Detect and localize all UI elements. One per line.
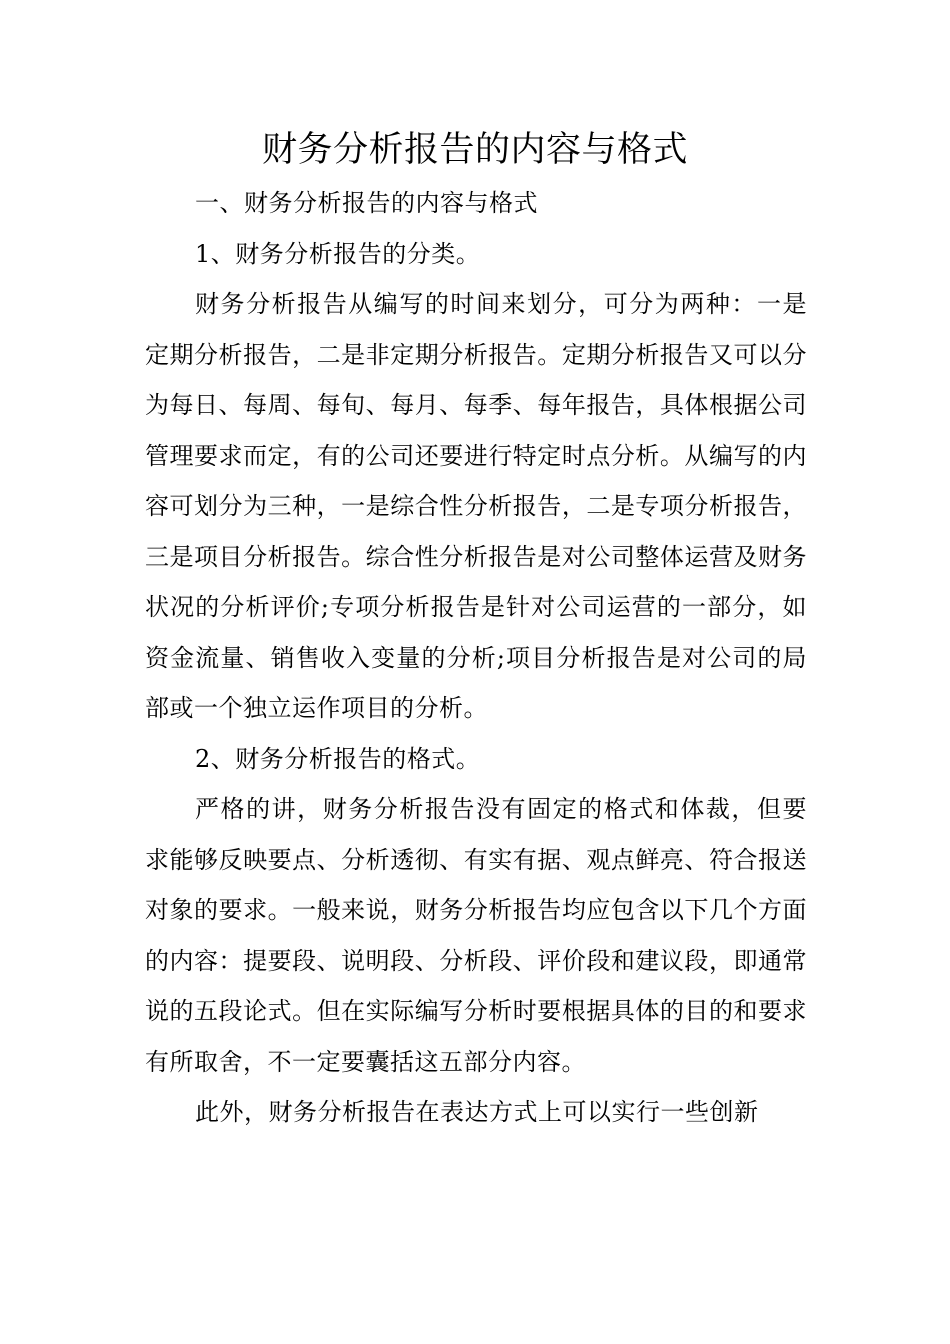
subsection-heading: 2、财务分析报告的格式。 [195, 744, 481, 773]
body-paragraph: 严格的讲，财务分析报告没有固定的格式和体裁，但要求能够反映要点、分析透彻、有实有据、观点鲜亮、符合报送对象的要求。一般来说，财务分析报告均应包含以下几个方面的内容：提要段、说明段、分析段、评价段和建议段，即通常说的五段论式。但在实际编写分析时要根据具体的目的和要求有所取舍，不一定要囊括这五部分内容。 [145, 795, 807, 1076]
document-title: 财务分析报告的内容与格式 [261, 130, 688, 170]
document-body [145, 178, 807, 1138]
subsection-heading: 1、财务分析报告的分类。 [195, 239, 481, 268]
body-paragraph: 财务分析报告从编写的时间来划分，可分为两种：一是定期分析报告，二是非定期分析报告。定期分析报告又可以分为每日、每周、每旬、每月、每季、每年报告，具体根据公司管理要求而定，有的公司还要进行特定时点分析。从编写的内容可划分为三种，一是综合性分析报告，二是专项分析报告，三是项目分析报告。综合性分析报告是对公司整体运营及财务状况的分析评价;专项分析报告是针对公司运营的一部分，如资金流量、销售收入变量的分析;项目分析报告是对公司的局部或一个独立运作项目的分析。 [145, 290, 807, 722]
section-heading: 一、财务分析报告的内容与格式 [195, 189, 538, 217]
body-paragraph: 此外，财务分析报告在表达方式上可以实行一些创新 [195, 1098, 759, 1126]
